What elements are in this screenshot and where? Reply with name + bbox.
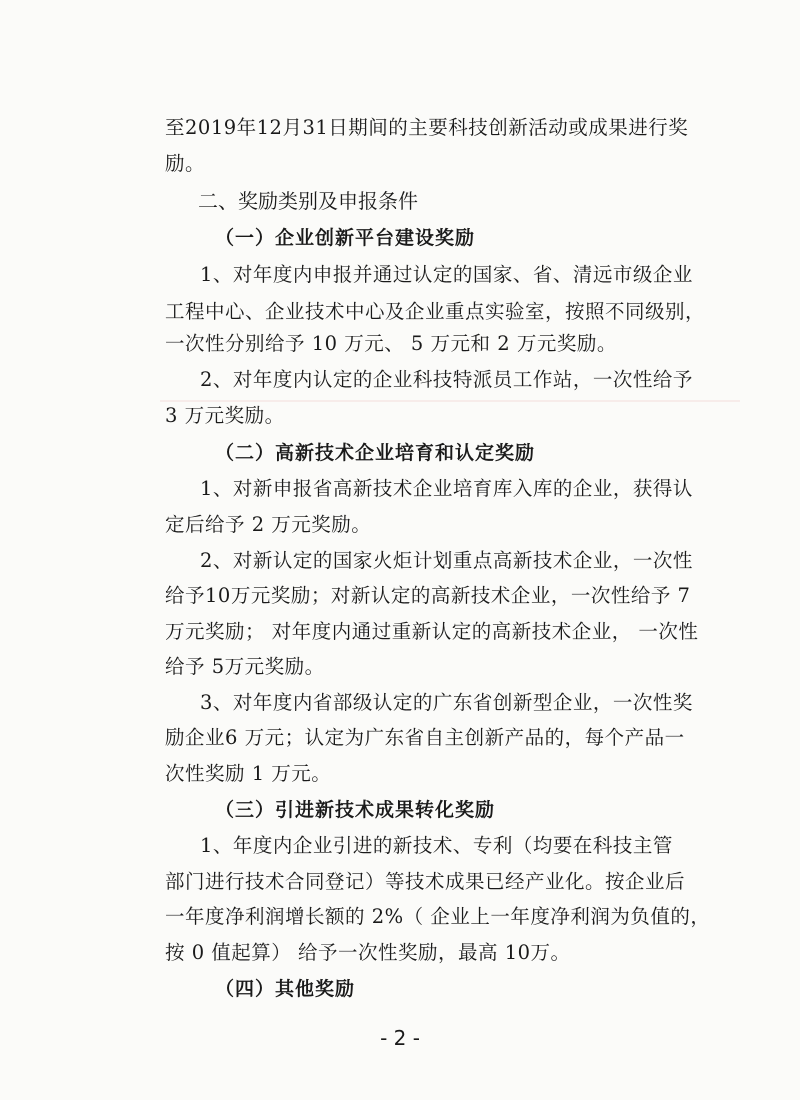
sub3-item1-line1: 1、年度内企业引进的新技术、专利（均要在科技主管	[200, 834, 673, 857]
sub3-item1-line4: 按 0 值起算） 给予一次性奖励，最高 10万。	[165, 941, 571, 964]
sub1-item1-line1: 1、对年度内申报并通过认定的国家、省、清远市级企业	[200, 263, 693, 286]
subsection-2-title: （二）高新技术企业培育和认定奖励	[215, 442, 536, 464]
sub1-item1-line3: 一次性分别给予 10 万元、 5 万元和 2 万元奖励。	[165, 332, 617, 355]
sub2-item3-line2: 励企业6 万元；认定为广东省自主创新产品的，每个产品一	[165, 726, 685, 749]
sub1-item2-line1: 2、对年度内认定的企业科技特派员工作站，一次性给予	[200, 368, 693, 391]
sub3-item1-line3: 一年度净利润增长额的 2%（ 企业上一年度净利润为负值的，	[165, 905, 711, 928]
section-heading: 二、奖励类别及申报条件	[198, 189, 418, 213]
sub1-item2-line2: 3 万元奖励。	[165, 404, 285, 427]
subsection-3-title: （三）引进新技术成果转化奖励	[215, 799, 496, 821]
sub2-item3-line1: 3、对年度内省部级认定的广东省创新型企业，一次性奖	[200, 691, 693, 714]
page-number: - 2 -	[380, 1026, 420, 1050]
subsection-4-title: （四）其他奖励	[215, 978, 356, 1000]
sub2-item2-line1: 2、对新认定的国家火炬计划重点高新技术企业，一次性	[200, 549, 693, 572]
sub2-item1-line1: 1、对新申报省高新技术企业培育库入库的企业，获得认	[200, 477, 693, 500]
sub2-item2-line2: 给予10万元奖励；对新认定的高新技术企业，一次性给予 7	[165, 584, 691, 607]
sub2-item1-line2: 定后给予 2 万元奖励。	[165, 513, 372, 536]
sub2-item2-line3: 万元奖励； 对年度内通过重新认定的高新技术企业， 一次性	[165, 620, 699, 643]
subsection-1-title: （一）企业创新平台建设奖励	[215, 227, 476, 249]
sub2-item2-line4: 给予 5万元奖励。	[165, 655, 325, 678]
intro-line-1: 至2019年12月31日期间的主要科技创新活动或成果进行奖	[165, 116, 689, 139]
sub3-item1-line2: 部门进行技术合同登记）等技术成果已经产业化。按企业后	[165, 870, 686, 893]
sub1-item1-line2: 工程中心、企业技术中心及企业重点实验室，按照不同级别，	[165, 300, 706, 323]
sub2-item3-line3: 次性奖励 1 万元。	[165, 762, 332, 785]
intro-line-2: 励。	[165, 152, 206, 175]
bleed-through-rule	[160, 400, 740, 402]
